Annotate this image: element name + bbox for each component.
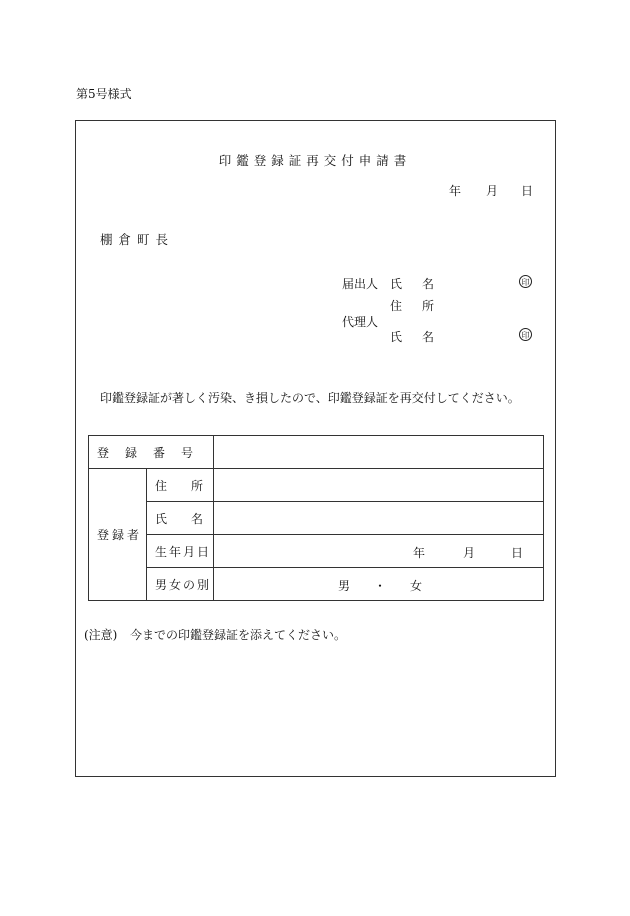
date-month-label: 月 — [486, 184, 499, 198]
birthdate-label: 生年月日 — [147, 535, 214, 568]
table-row — [89, 502, 544, 535]
date-day-label: 日 — [521, 184, 534, 198]
table-row — [89, 568, 544, 601]
registrant-label: 登録者 — [89, 469, 147, 601]
request-statement: 印鑑登録証が著しく汚染、き損したので、印鑑登録証を再交付してください。 — [100, 391, 520, 405]
note-text: 今までの印鑑登録証を添えてください。 — [130, 628, 347, 642]
notifier-name-label: 氏 名 — [390, 277, 439, 291]
registrant-address-label: 住 所 — [147, 469, 214, 502]
sex-value[interactable] — [214, 568, 544, 601]
form-number: 第5号様式 — [76, 87, 132, 101]
registrant-name-value[interactable] — [214, 502, 544, 535]
form-title: 印鑑登録証再交付申請書 — [218, 153, 412, 168]
agent-name-label: 氏 名 — [390, 330, 439, 344]
registration-number-value[interactable] — [214, 436, 544, 469]
birth-year-label: 年 — [413, 546, 426, 560]
table-row — [89, 436, 544, 469]
notifier-label: 届出人 — [342, 277, 379, 291]
table-row — [89, 535, 544, 568]
registrant-name-label: 氏 名 — [147, 502, 214, 535]
female-option[interactable]: 女 — [410, 579, 423, 593]
registration-table — [88, 435, 544, 601]
registration-number-label-cell — [89, 436, 214, 469]
birth-month-label: 月 — [463, 546, 476, 560]
male-option[interactable]: 男 — [338, 579, 351, 593]
notifier-seal-icon: 印 — [519, 275, 532, 288]
registrant-address-value[interactable] — [214, 469, 544, 502]
agent-label: 代理人 — [342, 315, 379, 329]
registration-number-label: 登 録 番 号 — [97, 445, 196, 460]
separator-dot: ・ — [374, 579, 387, 593]
birthdate-value[interactable] — [214, 535, 544, 568]
agent-seal-icon: 印 — [519, 328, 532, 341]
birth-day-label: 日 — [511, 546, 524, 560]
date-year-label: 年 — [449, 184, 462, 198]
note-label: (注意) — [84, 628, 118, 642]
sex-label: 男女の別 — [147, 568, 214, 601]
table-row — [89, 469, 544, 502]
address-label: 住 所 — [390, 299, 439, 313]
addressee: 棚倉町長 — [100, 232, 175, 247]
